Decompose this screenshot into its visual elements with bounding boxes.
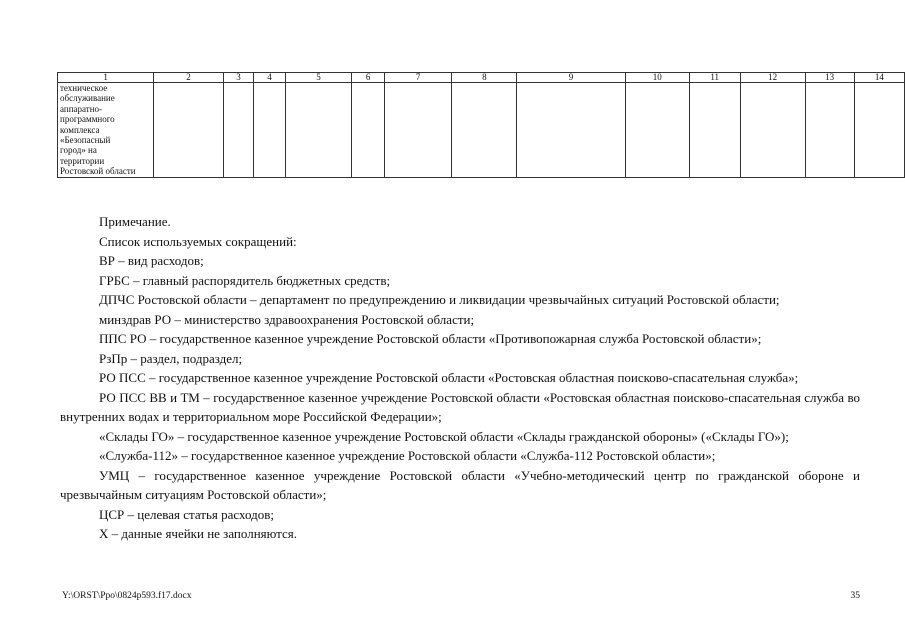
table-cell — [625, 83, 689, 178]
column-number: 2 — [154, 73, 224, 83]
column-number: 6 — [352, 73, 384, 83]
column-number: 4 — [254, 73, 285, 83]
abbreviation-item: ГРБС – главный распорядитель бюджетных средств; — [99, 272, 391, 288]
table-cell — [805, 83, 854, 178]
row-label: техническое обслуживание аппаратно- программного комплекса «Безопасный город» на территории Ростовской области — [58, 83, 154, 178]
note-heading: Примечание. — [99, 214, 171, 229]
abbreviation-item: ЦСР – целевая статья расходов; — [99, 506, 274, 522]
table-cell — [854, 83, 904, 178]
table-cell — [517, 83, 626, 178]
column-number: 3 — [223, 73, 254, 83]
abbreviation-item: РО ПСС ВВ и ТМ – государственное казенное учреждение Ростовской области «Ростовская областная поисково-спасательная служба во внутренних водах и территориальном море Российской Федерации»; — [60, 389, 860, 424]
table-cell — [384, 83, 452, 178]
abbreviation-item: УМЦ – государственное казенное учреждение Ростовской области «Учебно-методический центр по гражданской обороне и чрезвычайным ситуациям Ростовской области»; — [60, 467, 860, 502]
table-cell — [740, 83, 805, 178]
abbreviation-item: ДПЧС Ростовской области – департамент по предупреждению и ликвидации чрезвычайных ситуаций Ростовской области; — [99, 292, 780, 307]
table-cell — [352, 83, 384, 178]
abbreviation-item: «Служба-112» – государственное казенное учреждение Ростовской области «Служба-112 Ростовской области»; — [99, 448, 716, 463]
table-cell — [689, 83, 740, 178]
column-number: 10 — [625, 73, 689, 83]
column-number: 14 — [854, 73, 904, 83]
notes-section — [60, 212, 860, 544]
table-cell — [223, 83, 254, 178]
budget-table — [57, 72, 905, 178]
abbreviation-item: РО ПСС – государственное казенное учреждение Ростовской области «Ростовская областная поисково-спасательная служба»; — [99, 370, 799, 385]
page-number: 35 — [850, 591, 860, 601]
abbreviation-item: РзПр – раздел, подраздел; — [99, 350, 243, 366]
abbreviation-item: минздрав РО – министерство здравоохранения Ростовской области; — [99, 311, 475, 327]
abbreviation-item: «Склады ГО» – государственное казенное учреждение Ростовской области «Склады гражданской обороны» («Склады ГО»); — [99, 428, 789, 444]
abbreviation-item: ППС РО – государственное казенное учреждение Ростовской области «Противопожарная служба Ростовской области»; — [99, 331, 762, 346]
column-number: 8 — [452, 73, 517, 83]
table-header-row — [58, 73, 905, 83]
column-number: 1 — [58, 73, 154, 83]
abbreviations-title: Список используемых сокращений: — [99, 233, 297, 249]
file-path-footer: Y:\ORST\Ppo\0824p593.f17.docx — [62, 591, 192, 601]
abbreviation-item: Х – данные ячейки не заполняются. — [99, 526, 298, 541]
table-cell — [254, 83, 285, 178]
table-cell — [285, 83, 352, 178]
table-cell — [154, 83, 224, 178]
column-number: 12 — [740, 73, 805, 83]
column-number: 7 — [384, 73, 452, 83]
table-row — [58, 83, 905, 178]
column-number: 11 — [689, 73, 740, 83]
column-number: 13 — [805, 73, 854, 83]
column-number: 9 — [517, 73, 626, 83]
column-number: 5 — [285, 73, 352, 83]
table-cell — [452, 83, 517, 178]
abbreviation-item: ВР – вид расходов; — [99, 253, 204, 268]
